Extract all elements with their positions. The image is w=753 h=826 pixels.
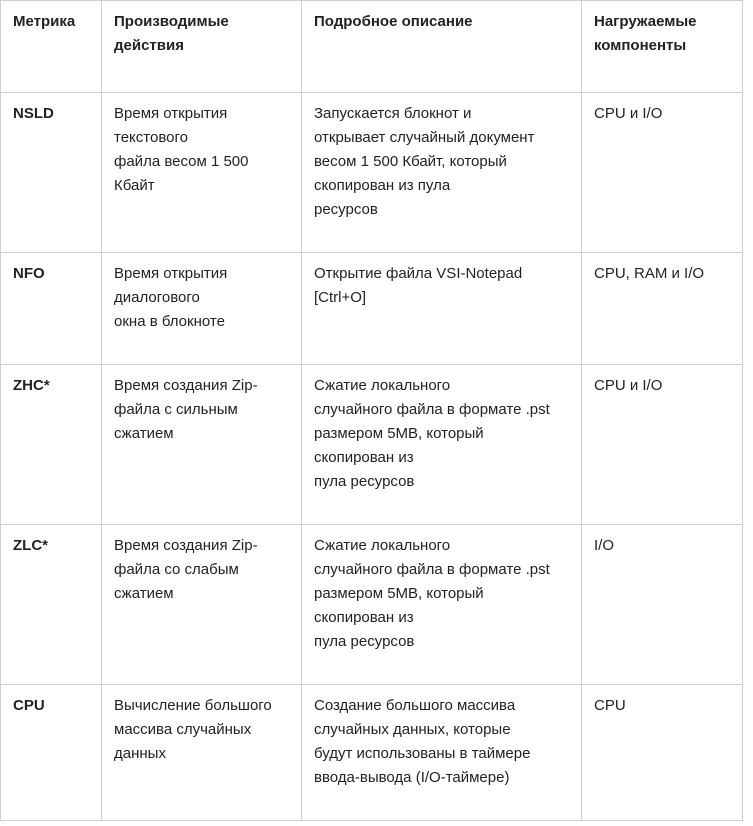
metric-cell: ZHC* <box>1 365 102 525</box>
header-metric: Метрика <box>1 1 102 93</box>
header-description: Подробное описание <box>302 1 582 93</box>
metric-cell: ZLC* <box>1 525 102 685</box>
components-cell: CPU, RAM и I/O <box>582 253 743 365</box>
components-cell: CPU <box>582 685 743 821</box>
description-cell: Запускается блокнот и открывает случайный документ весом 1 500 Кбайт, который скопирован из пула ресурсов <box>302 93 582 253</box>
description-cell: Сжатие локального случайного файла в формате .pst размером 5MB, который скопирован из пула ресурсов <box>302 525 582 685</box>
table-row <box>1 685 743 821</box>
description-cell: Сжатие локального случайного файла в формате .pst размером 5MB, который скопирован из пула ресурсов <box>302 365 582 525</box>
action-cell: Вычисление большого массива случайных данных <box>102 685 302 821</box>
table-row <box>1 253 743 365</box>
header-actions: Производимые действия <box>102 1 302 93</box>
metric-cell: NFO <box>1 253 102 365</box>
metric-cell: CPU <box>1 685 102 821</box>
table-row <box>1 365 743 525</box>
table-header-row <box>1 1 743 93</box>
description-cell: Создание большого массива случайных данных, которые будут использованы в таймере ввода-вывода (I/O-таймере) <box>302 685 582 821</box>
action-cell: Время открытия диалогового окна в блокноте <box>102 253 302 365</box>
action-cell: Время создания Zip- файла со слабым сжатием <box>102 525 302 685</box>
components-cell: CPU и I/O <box>582 93 743 253</box>
components-cell: I/O <box>582 525 743 685</box>
table-row <box>1 525 743 685</box>
table-row <box>1 93 743 253</box>
metric-cell: NSLD <box>1 93 102 253</box>
action-cell: Время открытия текстового файла весом 1 500 Кбайт <box>102 93 302 253</box>
description-cell: Открытие файла VSI-Notepad [Ctrl+O] <box>302 253 582 365</box>
action-cell: Время создания Zip- файла с сильным сжатием <box>102 365 302 525</box>
components-cell: CPU и I/O <box>582 365 743 525</box>
header-components: Нагружаемые компоненты <box>582 1 743 93</box>
